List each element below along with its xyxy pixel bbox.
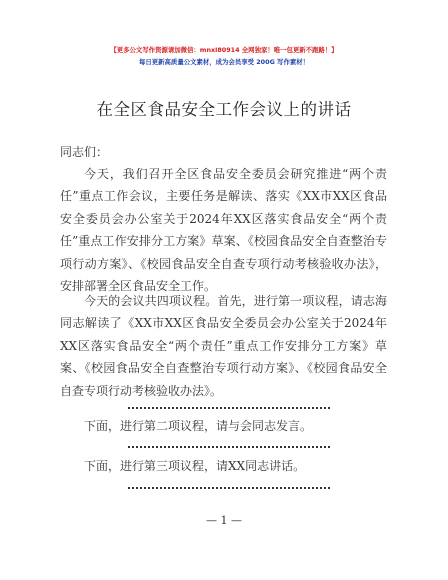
paragraph-1: 今天，我们召开全区食品安全委员会研究推进“两个责任”重点工作会议，主要任务是解读、落实《XX市XX区食品安全委员会办公室关于2024年XX区落实食品安全“两个责任”重点工作安排分工方案》草案、《校园食品安全自查整治专项行动方案》、《校园食品安全自查专项行动考核验收办法》，安排部署全区食品安全工作。 <box>60 167 387 294</box>
promo-banner-line-2: 每日更新高质量公文素材，成为会员享受 200G 写作素材！ <box>138 58 310 66</box>
page-number: — 1 — <box>206 514 242 527</box>
promo-banner-line-1: 【更多公文写作资源请加微信：mnxl80914 全网独家！唯一包更新不跑路！】 <box>110 46 338 54</box>
paragraph-2: 今天的会议共四项议程。首先，进行第一项议程，请志海同志解读了《XX市XX区食品安全委员会办公室关于2024年XX区落实食品安全“两个责任”重点工作安排分工方案》草案、《校园食品安全自查整治专项行动方案》、《校园食品安全自查专项行动考核验收办法》。 <box>60 294 387 398</box>
greeting: 同志们： <box>60 145 109 159</box>
document-title: 在全区食品安全工作会议上的讲话 <box>96 100 352 119</box>
ellipsis-divider <box>128 487 330 489</box>
ellipsis-divider <box>128 446 330 448</box>
agenda-item-3-line: 下面，进行第三项议程，请XX同志讲话。 <box>84 459 306 473</box>
agenda-item-2-line: 下面，进行第二项议程，请与会同志发言。 <box>84 419 313 433</box>
ellipsis-divider <box>128 407 330 409</box>
